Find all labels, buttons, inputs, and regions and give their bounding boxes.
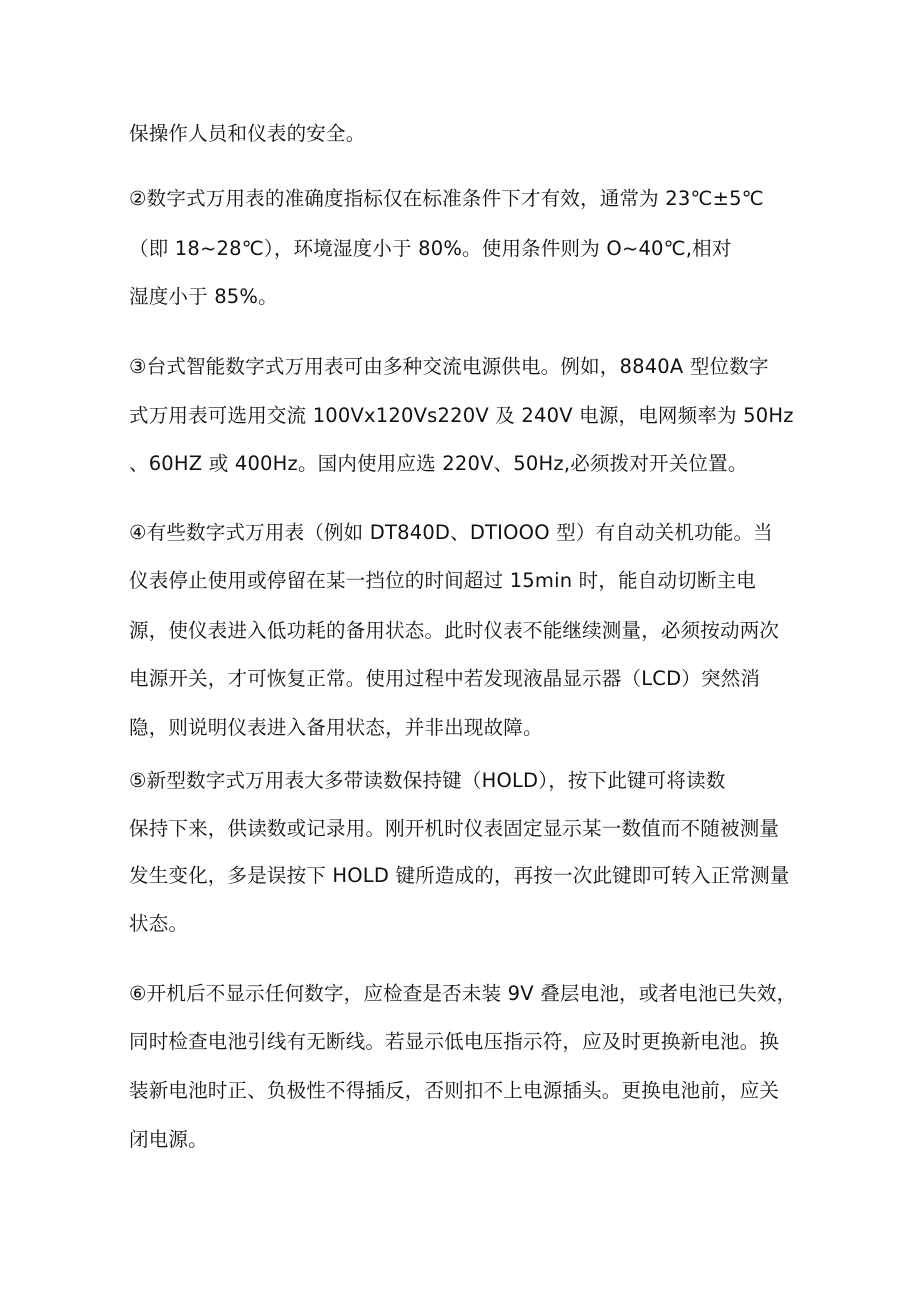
- text-line: 同时检查电池引线有无断线。若显示低电压指示符，应及时更换新电池。换: [129, 1030, 780, 1053]
- text-line: ②数字式万用表的准确度指标仅在标准条件下才有效，通常为 23℃±5℃: [129, 187, 764, 210]
- text-line: 状态。: [129, 912, 189, 935]
- text-line: 闭电源。: [129, 1128, 208, 1151]
- text-line: （即 18~28℃），环境湿度小于 80%。使用条件则为 O~40℃,相对: [129, 237, 732, 260]
- text-line: 隐，则说明仪表进入备用状态，并非出现故障。: [129, 716, 543, 739]
- text-line: 发生变化，多是误按下 HOLD 键所造成的，再按一次此键即可转入正常测量: [129, 864, 790, 887]
- text-line: 电源开关，才可恢复正常。使用过程中若发现液晶显示器（LCD）突然消: [129, 667, 761, 690]
- text-line: 源，使仪表进入低功耗的备用状态。此时仪表不能继续测量，必须按动两次: [129, 619, 780, 642]
- text-line: 保操作人员和仪表的安全。: [129, 122, 366, 145]
- text-line: 式万用表可选用交流 100Vx120Vs220V 及 240V 电源，电网频率为 50Hz: [129, 404, 794, 427]
- text-line: ④有些数字式万用表（例如 DT840D、DTIOOO 型）有自动关机功能。当: [129, 521, 773, 544]
- text-line: 、60HZ 或 400Hz。国内使用应选 220V、50Hz,必须拨对开关位置。: [129, 452, 748, 475]
- text-line: 装新电池时正、负极性不得插反，否则扣不上电源插头。更换电池前，应关: [129, 1079, 780, 1102]
- text-line: ③台式智能数字式万用表可由多种交流电源供电。例如，8840A 型位数字: [129, 355, 769, 378]
- text-line: ⑤新型数字式万用表大多带读数保持键（HOLD），按下此键可将读数: [129, 769, 726, 792]
- text-line: 保持下来，供读数或记录用。刚开机时仪表固定显示某一数值而不随被测量: [129, 817, 780, 840]
- text-line: ⑥开机后不显示任何数字，应检查是否未装 9V 叠层电池，或者电池已失效，: [129, 982, 797, 1005]
- text-line: 湿度小于 85%。: [129, 285, 278, 308]
- text-line: 仪表停止使用或停留在某一挡位的时间超过 15min 时，能自动切断主电: [129, 569, 756, 592]
